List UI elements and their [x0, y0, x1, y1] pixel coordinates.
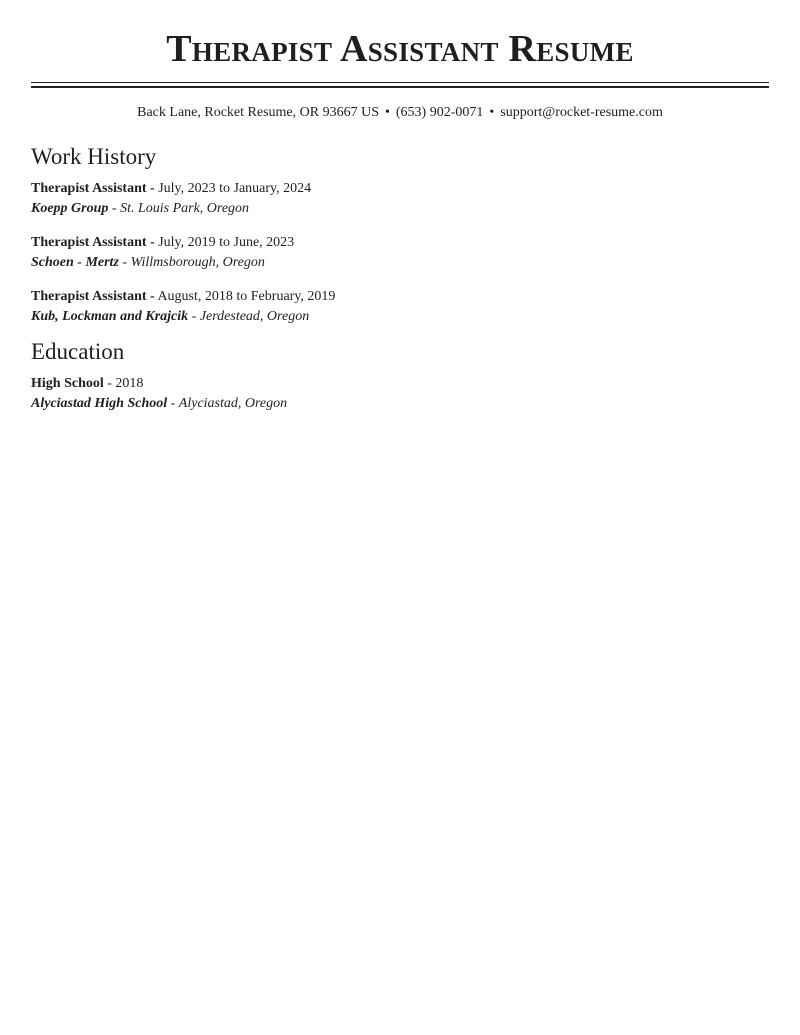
school-location: Alyciastad, Oregon [178, 396, 288, 411]
graduation-year: 2018 [115, 376, 144, 391]
job-role: Therapist Assistant [31, 289, 147, 304]
work-entry-title-line [31, 179, 311, 199]
school-name: Alyciastad High School [31, 396, 168, 411]
job-dates: August, 2018 to February, 2019 [157, 289, 336, 304]
company-name: Kub, Lockman and Krajcik [31, 309, 189, 324]
work-entry-title-line [31, 233, 294, 253]
work-entry [31, 287, 335, 327]
job-dates: July, 2023 to January, 2024 [158, 181, 312, 196]
company-location: Willmsborough, Oregon [130, 255, 265, 270]
company-name: Schoen - Mertz [31, 255, 119, 270]
education-entry-school-line [31, 394, 287, 414]
work-entry [31, 179, 311, 219]
contact-phone: (653) 902-0071 [395, 105, 484, 120]
work-entry-title-line [31, 287, 335, 307]
dash: - [170, 396, 176, 411]
education-heading: Education [31, 339, 125, 364]
contact-address: Back Lane, Rocket Resume, OR 93667 US [137, 105, 379, 120]
contact-separator: • [489, 105, 495, 120]
dash: - [111, 201, 117, 216]
work-entry [31, 233, 294, 273]
job-dates: July, 2019 to June, 2023 [158, 235, 295, 250]
dash: - [150, 289, 155, 304]
dash: - [150, 181, 155, 196]
dash: - [191, 309, 197, 324]
work-history-heading: Work History [31, 144, 157, 169]
contact-line [0, 104, 800, 122]
company-location: St. Louis Park, Oregon [120, 201, 250, 216]
contact-separator: • [384, 105, 390, 120]
job-role: Therapist Assistant [31, 181, 147, 196]
title-divider-thick [31, 86, 769, 88]
degree: High School [31, 376, 104, 391]
education-entry [31, 374, 287, 414]
title-divider-thin [31, 82, 769, 83]
contact-email: support@rocket-resume.com [500, 105, 663, 120]
resume-title: Therapist Assistant Resume [166, 28, 634, 70]
work-entry-company-line [31, 253, 294, 273]
education-entry-title-line [31, 374, 287, 394]
dash: - [122, 255, 128, 270]
job-role: Therapist Assistant [31, 235, 147, 250]
dash: - [107, 376, 112, 391]
work-entry-company-line [31, 199, 311, 219]
dash: - [150, 235, 155, 250]
company-name: Koepp Group [31, 201, 109, 216]
company-location: Jerdestead, Oregon [199, 309, 310, 324]
work-entry-company-line [31, 307, 335, 327]
